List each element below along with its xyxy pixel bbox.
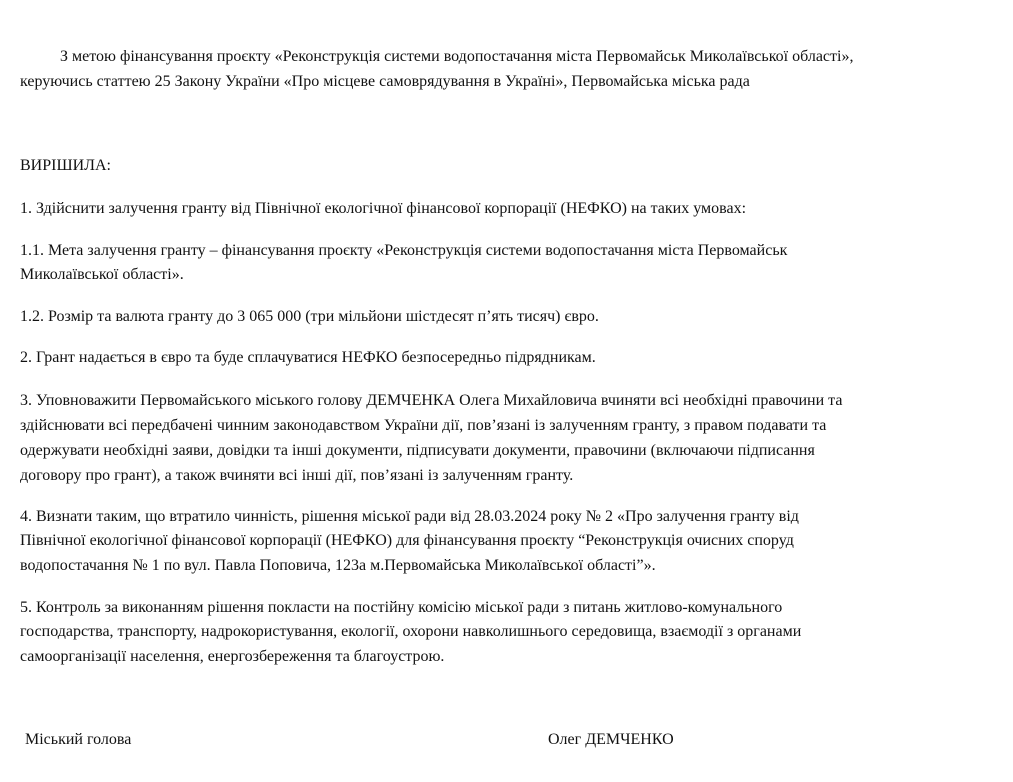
item-1-1-line-2: Миколаївської області». bbox=[20, 266, 184, 283]
item-4-line-1: 4. Визнати таким, що втратило чинність, рішення міської ради від 28.03.2024 року № 2 «Про залучення гранту від bbox=[20, 508, 799, 525]
item-3-line-1: 3. Уповноважити Первомайського міського голову ДЕМЧЕНКА Олега Михайловича вчиняти всі необхідні правочини та bbox=[20, 392, 843, 409]
signature-position: Міський голова bbox=[25, 731, 132, 748]
item-4-line-2: Північної екологічної фінансової корпорації (НЕФКО) для фінансування проєкту “Реконструкція очисних споруд bbox=[20, 532, 794, 549]
item-3-line-2: здійснювати всі передбачені чинним законодавством України дії, пов’язані із залученням гранту, з правом подавати та bbox=[20, 417, 827, 434]
preamble-line-2: керуючись статтею 25 Закону України «Про місцеве самоврядування в Україні», Первомайська міська рада bbox=[20, 73, 750, 90]
item-3-line-4: договору про грант), а також вчиняти всі інші дії, пов’язані із залученням гранту. bbox=[20, 467, 574, 484]
preamble-line-1: З метою фінансування проєкту «Реконструкція системи водопостачання міста Первомайськ Миколаївської області», bbox=[60, 48, 854, 65]
item-1-2-line-1: 1.2. Розмір та валюта гранту до 3 065 000 (три мільйони шістдесят п’ять тисяч) євро. bbox=[20, 308, 599, 325]
item-3-line-3: одержувати необхідні заяви, довідки та інші документи, підписувати документи, правочини (включаючи підписання bbox=[20, 442, 815, 459]
item-1-line-1: 1. Здійснити залучення гранту від Північної екологічної фінансової корпорації (НЕФКО) на таких умовах: bbox=[20, 200, 747, 217]
decision-heading: ВИРІШИЛА: bbox=[20, 157, 111, 174]
item-4-line-3: водопостачання № 1 по вул. Павла Поповича, 123а м.Первомайська Миколаївської області”». bbox=[20, 557, 656, 574]
item-5-line-3: самоорганізації населення, енергозбереження та благоустрою. bbox=[20, 648, 445, 665]
item-2-line-1: 2. Грант надається в євро та буде сплачуватися НЕФКО безпосередньо підрядникам. bbox=[20, 349, 596, 366]
item-5-line-2: господарства, транспорту, надрокористування, екології, охорони навколишнього середовища, взаємодії з органами bbox=[20, 623, 802, 640]
signature-name: Олег ДЕМЧЕНКО bbox=[548, 731, 674, 748]
item-1-1-line-1: 1.1. Мета залучення гранту – фінансування проєкту «Реконструкція системи водопостачання міста Первомайськ bbox=[20, 242, 788, 259]
item-5-line-1: 5. Контроль за виконанням рішення покласти на постійну комісію міської ради з питань житлово-комунального bbox=[20, 599, 783, 616]
